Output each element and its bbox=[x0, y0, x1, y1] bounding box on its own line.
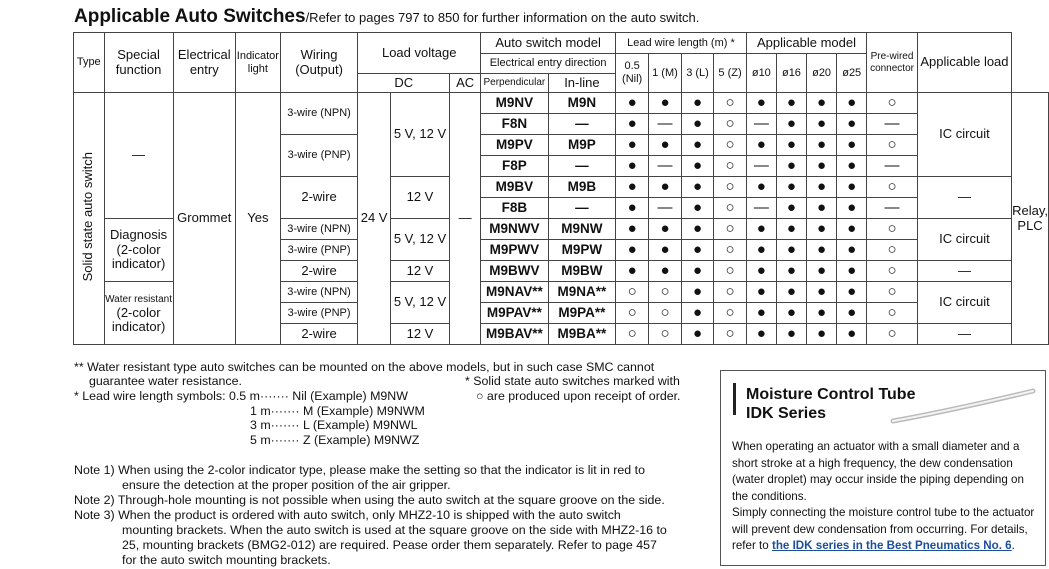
model-mark: ● bbox=[746, 261, 776, 282]
header-special-function: Special function bbox=[104, 33, 173, 93]
pre-wired-mark: ○ bbox=[867, 240, 918, 261]
lead-mark: ● bbox=[681, 177, 713, 198]
model-mark: ● bbox=[807, 219, 837, 240]
inline-model: M9BA** bbox=[548, 324, 615, 345]
inline-model: M9PA** bbox=[548, 303, 615, 324]
perp-model: M9BAV** bbox=[481, 324, 549, 345]
lead-mark: ○ bbox=[616, 303, 649, 324]
lead-mark: ● bbox=[649, 261, 682, 282]
lead-mark: ● bbox=[616, 177, 649, 198]
lead-mark: ● bbox=[681, 198, 713, 219]
note1-line1: Note 1) When using the 2-color indicator type, please make the setting so that the indicator is lit in red to bbox=[74, 463, 645, 477]
model-mark: ● bbox=[807, 261, 837, 282]
inline-model: M9P bbox=[548, 135, 615, 156]
header-model-20: ø20 bbox=[807, 54, 837, 93]
note2: Note 2) Through-hole mounting is not possible when using the auto switch at the square groove on the side. bbox=[74, 493, 665, 507]
header-auto-switch-model: Auto switch model bbox=[481, 33, 616, 54]
type-cell bbox=[74, 93, 105, 345]
pre-wired-mark: ○ bbox=[867, 303, 918, 324]
footnote-lead-line3: 3 m······· L (Example) M9NWL bbox=[250, 418, 418, 432]
pre-wired-mark: ○ bbox=[867, 282, 918, 303]
lead-mark: ○ bbox=[714, 177, 747, 198]
model-mark: ● bbox=[807, 198, 837, 219]
model-mark: ● bbox=[776, 177, 806, 198]
note3-line1: Note 3) When the product is ordered with auto switch, only MHZ2-10 is shipped with the auto switch bbox=[74, 508, 621, 522]
lead-mark: ○ bbox=[649, 282, 682, 303]
inline-model: M9N bbox=[548, 93, 615, 114]
lead-mark: ● bbox=[681, 324, 713, 345]
model-mark: ● bbox=[807, 303, 837, 324]
lead-mark: ○ bbox=[714, 303, 747, 324]
footnote-solid-line2: ○ are produced upon receipt of order. bbox=[476, 389, 681, 403]
lead-mark: ● bbox=[681, 135, 713, 156]
perp-model: M9PV bbox=[481, 135, 549, 156]
box-body bbox=[732, 439, 1040, 555]
ac-none: — bbox=[450, 93, 481, 345]
pre-wired-mark: ○ bbox=[867, 135, 918, 156]
header-applicable-load: Applicable load bbox=[917, 33, 1011, 93]
lead-mark: ● bbox=[681, 261, 713, 282]
box-body-line: (water droplet) may occur inside the piping depending on bbox=[732, 473, 1024, 486]
perp-model: F8B bbox=[481, 198, 549, 219]
header-perpendicular: Perpendicular bbox=[481, 74, 549, 93]
box-accent-bar bbox=[733, 383, 736, 415]
model-mark: ● bbox=[837, 324, 867, 345]
model-mark: ● bbox=[807, 240, 837, 261]
model-mark: ● bbox=[746, 135, 776, 156]
indicator-yes: Yes bbox=[235, 93, 280, 345]
lead-mark: ○ bbox=[649, 324, 682, 345]
model-mark: ● bbox=[837, 240, 867, 261]
header-indicator-light: Indicator light bbox=[235, 33, 280, 93]
model-mark: ● bbox=[746, 177, 776, 198]
lead-mark: ● bbox=[681, 93, 713, 114]
model-mark: ● bbox=[746, 93, 776, 114]
lead-mark: — bbox=[649, 198, 682, 219]
header-dc: DC bbox=[358, 74, 450, 93]
model-mark: ● bbox=[776, 156, 806, 177]
lead-mark: ○ bbox=[714, 261, 747, 282]
voltage-cell: 5 V, 12 V bbox=[390, 93, 449, 177]
note1-line2: ensure the detection at the proper position of the air gripper. bbox=[122, 478, 451, 492]
inline-model: M9BW bbox=[548, 261, 615, 282]
lead-mark: ● bbox=[616, 219, 649, 240]
model-mark: ● bbox=[776, 324, 806, 345]
special-diagnosis: Diagnosis (2-color indicator) bbox=[104, 219, 173, 282]
title-sub: /Refer to pages 797 to 850 for further information on the auto switch. bbox=[305, 10, 700, 25]
lead-mark: — bbox=[649, 114, 682, 135]
lead-mark: ● bbox=[616, 114, 649, 135]
load-relay: Relay, PLC bbox=[1012, 93, 1049, 345]
model-mark: ● bbox=[776, 219, 806, 240]
load-none: — bbox=[917, 324, 1011, 345]
header-lead-l: 3 (L) bbox=[681, 54, 713, 93]
inline-model: M9NA** bbox=[548, 282, 615, 303]
load-none: — bbox=[917, 261, 1011, 282]
model-mark: ● bbox=[837, 219, 867, 240]
lead-mark: ○ bbox=[714, 114, 747, 135]
box-body-line: When operating an actuator with a small diameter and a bbox=[732, 440, 1020, 453]
model-mark: ● bbox=[746, 303, 776, 324]
inline-model: — bbox=[548, 114, 615, 135]
lead-mark: ● bbox=[649, 219, 682, 240]
lead-mark: ○ bbox=[714, 282, 747, 303]
model-mark: ● bbox=[837, 303, 867, 324]
lead-mark: ○ bbox=[616, 282, 649, 303]
footnote-lead-line2: 1 m······· M (Example) M9NWM bbox=[250, 404, 425, 418]
lead-mark: ● bbox=[649, 177, 682, 198]
header-lead-z: 5 (Z) bbox=[714, 54, 747, 93]
header-entry-direction: Electrical entry direction bbox=[481, 54, 616, 74]
pre-wired-mark: ○ bbox=[867, 219, 918, 240]
perp-model: M9NV bbox=[481, 93, 549, 114]
model-mark: ● bbox=[746, 282, 776, 303]
type-label: Solid state auto switch bbox=[80, 151, 96, 282]
pre-wired-mark: — bbox=[867, 114, 918, 135]
pre-wired-mark: — bbox=[867, 198, 918, 219]
special-water-cell bbox=[104, 282, 173, 345]
wiring-cell: 3-wire (PNP) bbox=[280, 135, 358, 177]
lead-mark: ● bbox=[616, 135, 649, 156]
pre-wired-mark: ○ bbox=[867, 177, 918, 198]
load-ic: IC circuit bbox=[917, 219, 1011, 261]
footnote-lead-line1: * Lead wire length symbols: 0.5 m······· Nil (Example) M9NW bbox=[74, 389, 408, 403]
model-mark: — bbox=[746, 198, 776, 219]
load-none: — bbox=[917, 177, 1011, 219]
lead-mark: ● bbox=[616, 198, 649, 219]
lead-mark: ○ bbox=[714, 135, 747, 156]
model-mark: ● bbox=[776, 135, 806, 156]
model-mark: ● bbox=[837, 282, 867, 303]
model-mark: ● bbox=[746, 219, 776, 240]
wiring-cell: 3-wire (NPN) bbox=[280, 282, 358, 303]
lead-mark: ● bbox=[616, 261, 649, 282]
wiring-cell: 2-wire bbox=[280, 324, 358, 345]
header-type: Type bbox=[74, 33, 105, 93]
model-mark: ● bbox=[807, 156, 837, 177]
header-model-10: ø10 bbox=[746, 54, 776, 93]
perp-model: F8P bbox=[481, 156, 549, 177]
lead-mark: ● bbox=[649, 135, 682, 156]
title-main: Applicable Auto Switches bbox=[74, 6, 306, 27]
model-mark: ● bbox=[776, 93, 806, 114]
box-body-line-last bbox=[732, 538, 1040, 555]
model-mark: ● bbox=[837, 156, 867, 177]
lead-mark: ○ bbox=[616, 324, 649, 345]
wiring-cell: 3-wire (PNP) bbox=[280, 303, 358, 324]
inline-model: M9NW bbox=[548, 219, 615, 240]
inline-model: M9PW bbox=[548, 240, 615, 261]
model-mark: ● bbox=[837, 135, 867, 156]
model-mark: ● bbox=[807, 93, 837, 114]
note3-line3: 25, mounting brackets (BMG2-012) are required. Pease order them separately. Refer to page 457 bbox=[122, 538, 657, 552]
perp-model: F8N bbox=[481, 114, 549, 135]
model-mark: ● bbox=[837, 261, 867, 282]
lead-mark: ○ bbox=[714, 198, 747, 219]
perp-model: M9NWV bbox=[481, 219, 549, 240]
lead-mark: ● bbox=[616, 240, 649, 261]
model-mark: ● bbox=[776, 282, 806, 303]
model-mark: — bbox=[746, 156, 776, 177]
lead-mark: ● bbox=[616, 93, 649, 114]
perp-model: M9PAV** bbox=[481, 303, 549, 324]
header-pre-wired-connector: Pre-wired connector bbox=[867, 33, 918, 93]
box-body-line: Simply connecting the moisture control tube to the actuator bbox=[732, 506, 1035, 519]
model-mark: ● bbox=[807, 114, 837, 135]
footnote-lead-line4: 5 m······· Z (Example) M9NWZ bbox=[250, 433, 420, 447]
lead-mark: ● bbox=[681, 114, 713, 135]
lead-mark: ● bbox=[616, 156, 649, 177]
wiring-cell: 2-wire bbox=[280, 177, 358, 219]
note3-line2: mounting brackets. When the auto switch is used at the square groove on the side with MHZ2-16 to bbox=[122, 523, 667, 537]
perp-model: M9PWV bbox=[481, 240, 549, 261]
lead-mark: ○ bbox=[714, 240, 747, 261]
entry-grommet: Grommet bbox=[173, 93, 235, 345]
page-title bbox=[74, 6, 699, 28]
voltage-cell: 5 V, 12 V bbox=[390, 282, 449, 324]
model-mark: ● bbox=[837, 198, 867, 219]
model-mark: ● bbox=[807, 324, 837, 345]
voltage-cell: 12 V bbox=[390, 261, 449, 282]
box-body-line: short stroke at a high frequency, the dew condensation bbox=[732, 456, 1013, 470]
dc-24v: 24 V bbox=[358, 93, 391, 345]
special-water-sub: (2-color indicator) bbox=[111, 304, 166, 335]
wiring-cell: 2-wire bbox=[280, 261, 358, 282]
lead-mark: ● bbox=[649, 240, 682, 261]
header-electrical-entry: Electrical entry bbox=[173, 33, 235, 93]
model-mark: ● bbox=[807, 177, 837, 198]
note3-line4: for the auto switch mounting brackets. bbox=[122, 553, 331, 567]
load-ic: IC circuit bbox=[917, 93, 1011, 177]
auto-switch-table bbox=[73, 32, 1049, 345]
perp-model: M9NAV** bbox=[481, 282, 549, 303]
model-mark: ● bbox=[807, 135, 837, 156]
header-wiring: Wiring (Output) bbox=[280, 33, 358, 93]
box-refer-text: refer to bbox=[732, 539, 772, 552]
model-mark: ● bbox=[807, 282, 837, 303]
model-mark: ● bbox=[746, 240, 776, 261]
inline-model: — bbox=[548, 198, 615, 219]
lead-mark: ● bbox=[681, 240, 713, 261]
lead-mark: ● bbox=[681, 219, 713, 240]
model-mark: ● bbox=[776, 261, 806, 282]
idk-series-link[interactable]: the IDK series in the Best Pneumatics No. 6 bbox=[771, 539, 1012, 552]
special-water-title: Water resistant bbox=[105, 293, 172, 305]
voltage-cell: 12 V bbox=[390, 177, 449, 219]
load-ic: IC circuit bbox=[917, 282, 1011, 324]
header-lead-nil: 0.5 (Nil) bbox=[616, 54, 649, 93]
inline-model: — bbox=[548, 156, 615, 177]
model-mark: — bbox=[746, 114, 776, 135]
header-lead-m: 1 (M) bbox=[649, 54, 682, 93]
lead-mark: ○ bbox=[714, 93, 747, 114]
model-mark: ● bbox=[837, 93, 867, 114]
pre-wired-mark: ○ bbox=[867, 93, 918, 114]
idk-info-box bbox=[720, 370, 1046, 566]
lead-mark: — bbox=[649, 156, 682, 177]
special-none: — bbox=[104, 93, 173, 219]
wiring-cell: 3-wire (NPN) bbox=[280, 93, 358, 135]
tube-icon bbox=[889, 385, 1039, 425]
box-body-line: the conditions. bbox=[732, 489, 807, 503]
box-title-line1: Moisture Control Tube bbox=[746, 386, 916, 403]
perp-model: M9BV bbox=[481, 177, 549, 198]
model-mark: ● bbox=[837, 177, 867, 198]
pre-wired-mark: ○ bbox=[867, 324, 918, 345]
header-applicable-model: Applicable model bbox=[746, 33, 867, 54]
header-in-line: In-line bbox=[548, 74, 615, 93]
perp-model: M9BWV bbox=[481, 261, 549, 282]
lead-mark: ● bbox=[649, 93, 682, 114]
lead-mark: ○ bbox=[714, 156, 747, 177]
header-ac: AC bbox=[450, 74, 481, 93]
lead-mark: ○ bbox=[714, 324, 747, 345]
header-model-25: ø25 bbox=[837, 54, 867, 93]
model-mark: ● bbox=[746, 324, 776, 345]
header-load-voltage: Load voltage bbox=[358, 33, 481, 74]
voltage-cell: 5 V, 12 V bbox=[390, 219, 449, 261]
pre-wired-mark: — bbox=[867, 156, 918, 177]
lead-mark: ● bbox=[681, 303, 713, 324]
footnote-water-line1: ** Water resistant type auto switches can be mounted on the above models, but in such case SMC cannot bbox=[74, 360, 655, 374]
lead-mark: ● bbox=[681, 282, 713, 303]
footnote-solid-line1: * Solid state auto switches marked with bbox=[465, 374, 680, 388]
box-title-line2: IDK Series bbox=[746, 405, 827, 422]
model-mark: ● bbox=[776, 240, 806, 261]
header-lead-wire-length: Lead wire length (m) * bbox=[616, 33, 747, 54]
voltage-cell: 12 V bbox=[390, 324, 449, 345]
lead-mark: ○ bbox=[649, 303, 682, 324]
footnote-water-line2: guarantee water resistance. bbox=[89, 374, 242, 388]
model-mark: ● bbox=[776, 114, 806, 135]
model-mark: ● bbox=[776, 198, 806, 219]
wiring-cell: 3-wire (PNP) bbox=[280, 240, 358, 261]
box-link-end: . bbox=[1011, 539, 1015, 552]
wiring-cell: 3-wire (NPN) bbox=[280, 219, 358, 240]
lead-mark: ● bbox=[681, 156, 713, 177]
pre-wired-mark: ○ bbox=[867, 261, 918, 282]
lead-mark: ○ bbox=[714, 219, 747, 240]
box-body-line: will prevent dew condensation from occurring. For details, bbox=[732, 522, 1028, 536]
model-mark: ● bbox=[837, 114, 867, 135]
inline-model: M9B bbox=[548, 177, 615, 198]
model-mark: ● bbox=[776, 303, 806, 324]
header-model-16: ø16 bbox=[776, 54, 806, 93]
